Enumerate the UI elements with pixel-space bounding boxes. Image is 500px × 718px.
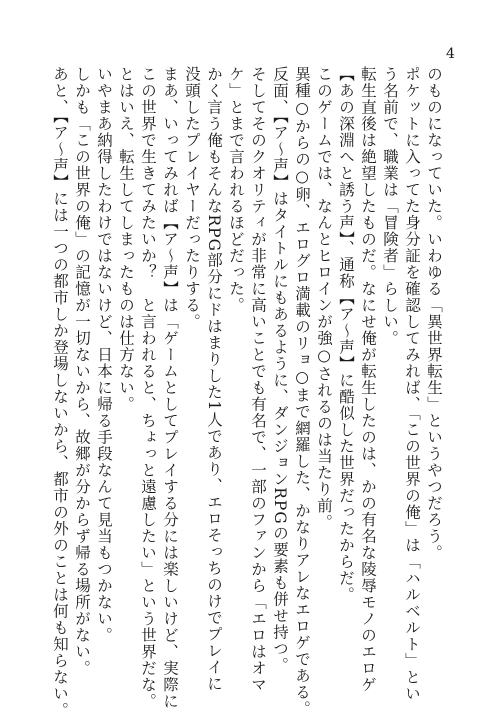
text-line-2: ポケットに入ってた身分証を確認してみれば、「この世界の俺」は「ハルベルト」とい	[403, 66, 421, 702]
text-line-13: まあ、いってみれば【ア〜声】は「ゲームとしてプレイする分には楽しいけど、実際に	[161, 66, 179, 710]
text-line-18: あと、【ア〜声】には一つの都市しか登場しないから、都市の外のことは何も知らない。	[51, 66, 69, 718]
text-line-5: 【あの深淵へと誘う声】、通称【ア〜声】に酷似した世界だったからだ。	[337, 66, 355, 603]
text-line-8: 反面、【ア〜声】はタイトルにもあるように、ダンジョンRPGの要素も併せ持つ。	[271, 66, 289, 674]
text-line-3: う名前で、職業は「冒険者」らしい。	[381, 66, 399, 347]
text-line-6: このゲームでは、なんとヒロインが強○されるのは当たり前。	[315, 66, 333, 531]
text-line-16: いやまあ納得したわけではないけど、日本に帰る手段なんて見当もつかない。	[95, 66, 113, 644]
text-line-10: ケ」とまで言われるほどだった。	[227, 66, 245, 314]
text-line-14: この世界で生きてみたいか？ と言われると、ちょっと遠慮したい」という世界だな。	[139, 66, 157, 710]
text-line-11: かく言う俺もそんなRPG部分にドはまりした1人であり、エロそっちのけでプレイに	[205, 66, 223, 692]
text-line-9: そしてそのクオリティが非常に高いことでも有名で、一部のファンから「エロはオマ	[249, 66, 267, 693]
text-line-1: のものになっていた。いわゆる「異世界転生」というやつだろう。	[425, 66, 443, 561]
text-line-12: 没頭したプレイヤーだったりする。	[183, 66, 201, 330]
text-body	[51, 66, 446, 718]
text-line-7: 異種○からの○卵、エログロ満載のリョ○まで網羅した、かなりアレなエロゲである。	[293, 66, 311, 717]
page-number: 4	[446, 46, 455, 62]
text-line-4: 転生直後は絶望したものだ。なにせ俺が転生したのは、かの有名な陵辱モノのエロゲ	[359, 66, 377, 693]
text-line-15: とはいえ、転生してしまったものは仕方ない。	[117, 66, 135, 413]
text-line-17: しかも「この世界の俺」の記憶が一切ないから、故郷が分からず帰る場所がない。	[73, 66, 91, 677]
